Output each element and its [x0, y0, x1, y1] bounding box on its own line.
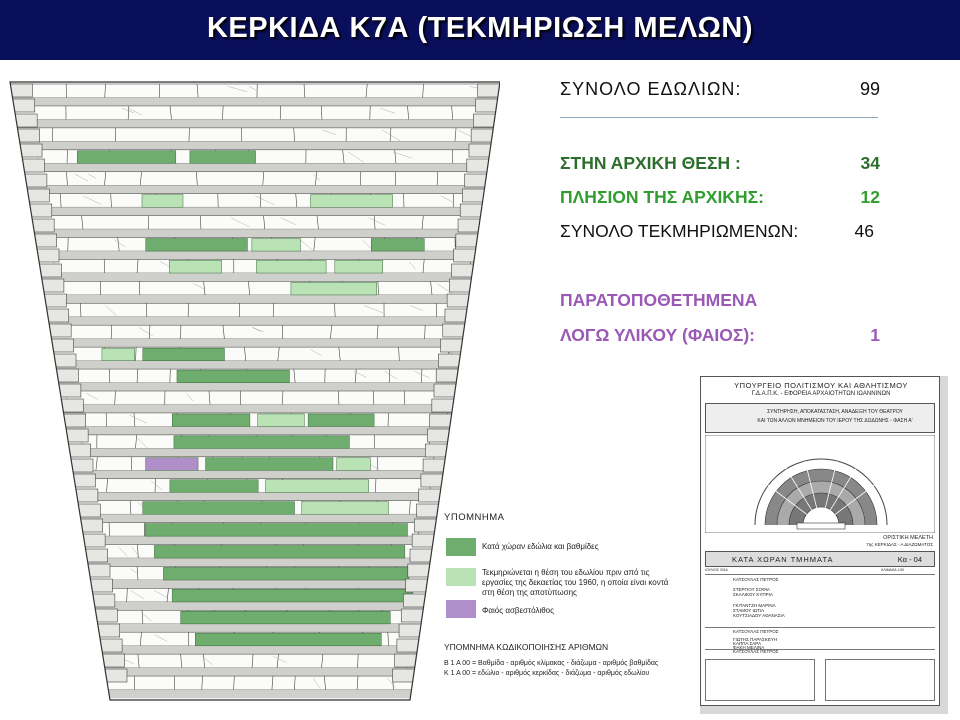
total-value: 99: [859, 79, 880, 99]
misplaced-row-2: [560, 325, 880, 349]
legend-heading: ΥΠΟΜΝΗΜΑ: [444, 512, 505, 523]
code-legend-heading: ΥΠΟΜΝΗΜΑ ΚΩΔΙΚΟΠΟΙΗΣΗΣ ΑΡΙΘΜΩΝ: [444, 642, 609, 652]
sheet-study: ΟΡΙΣΤΙΚΗ ΜΕΛΕΤΗ: [883, 535, 933, 541]
sheet-ministry: ΥΠΟΥΡΓΕΙΟ ΠΟΛΙΤΙΣΜΟΥ ΚΑΙ ΑΘΛΗΤΙΣΜΟΥ: [734, 381, 908, 390]
sheet-team-name-3b: ΣΤΑΜΟΥ ΙΩΤΙΑ: [733, 608, 765, 613]
code-legend-2: Κ 1 Α 00 = εδώλιο - αριθμός κερκίδας - διάζωμα - αριθμός εδωλίου: [444, 670, 650, 677]
total-label: ΣΥΝΟΛΟ ΕΔΩΛΙΩΝ:: [560, 79, 742, 99]
sheet-section: ΚΑΤΑ ΧΩΡΑΝ ΤΜΗΜΑΤΑ: [732, 555, 834, 564]
legend-near-original: Τεκμηριώνεται η θέση του εδωλίου πριν από τις εργασίες της δεκαετίας του 1960, η οποία είναι κοντά στη θέση της αποτύπωσης: [482, 568, 669, 597]
sheet-paper: [700, 376, 940, 706]
sheet-team-name-3c: ΚΟΥΤΣΙΑΔΟΥ ΑΘΑΝΑΣΙΑ: [733, 613, 785, 618]
misplaced-label-2: ΛΟΓΩ ΥΛΙΚΟΥ (ΦΑΙΟΣ):: [560, 325, 756, 345]
near-value: 12: [860, 187, 880, 207]
sheet-scale: ΚΛΙΜΑΚΑ 1:50: [881, 568, 905, 572]
stone-blocks: [10, 82, 500, 700]
sheet-team-name-2a: ΣΤΕΡΓΙΟΥ ΣΟΦΙΑ: [733, 587, 770, 592]
original-value: 34: [860, 153, 880, 173]
sheet-code: Κα - 04: [897, 555, 922, 564]
documented-value: 46: [854, 221, 874, 241]
swatch-in-situ: [446, 538, 476, 556]
near-row: [560, 187, 880, 211]
sheet-study-sub: 7ης ΚΕΡΚΙΔΑΣ - Α ΔΙΑΖΩΜΑΤΟΣ: [866, 542, 933, 547]
total-row: [560, 79, 880, 103]
documented-label: ΣΥΝΟΛΟ ΤΕΚΜΗΡΙΩΜΕΝΩΝ:: [560, 221, 799, 241]
code-legend-1: Β 1 Α 00 = Βαθμίδα - αριθμός κλίμακας - διάζωμα - αριθμός βαθμίδας: [444, 660, 659, 667]
sheet-project-2: ΚΑΙ ΤΩΝ ΑΛΛΩΝ ΜΝΗΜΕΙΩΝ ΤΟΥ ΙΕΡΟΥ ΤΗΣ ΔΩΔΩΝΗΣ - ΦΑΣΗ Α': [757, 418, 913, 424]
seating-drawing: [0, 70, 500, 720]
drawing-sheet: [700, 376, 948, 714]
sheet-team-name-2b: ΣΚΑΛΙΚΟΥ ΚΥΠΡΙΑ: [733, 592, 773, 597]
theatre-plan: [705, 435, 935, 533]
sheet-collab-1: ΓΙΩΤΗΣ ΠΑΡΑΣΚΕΥΗ: [733, 637, 778, 642]
sheet-team-name-3a: ΓΚΙΤΑΝΤΖΗ ΜΑΡΙΝΑ: [733, 603, 776, 608]
near-label: ΠΛΗΣΙΟΝ ΤΗΣ ΑΡΧΙΚΗΣ:: [560, 187, 764, 207]
sheet-section-bar: [705, 551, 935, 567]
divider: [560, 117, 878, 118]
sheet-collab-2: ΚΑΠΠΑ ΣΑΡΑ: [733, 641, 761, 646]
sheet-collab-4: ΚΑΤΣΟΥΛΑΣ ΠΕΤΡΟΣ: [733, 649, 779, 654]
original-label: ΣΤΗΝ ΑΡΧΙΚΗ ΘΕΣΗ :: [560, 153, 741, 173]
sheet-team-name-4: ΚΑΤΣΟΥΛΑΣ ΠΕΤΡΟΣ: [733, 629, 779, 634]
sheet-ephorate: Γ.Δ.Α.Π.Κ. - ΕΦΟΡΕΙΑ ΑΡΧΑΙΟΤΗΤΩΝ ΙΩΑΝΝΙΝΩΝ: [751, 391, 891, 397]
sheet-project-box: [705, 403, 935, 433]
sheet-team-name-1: ΚΑΤΣΟΥΛΑΣ ΠΕΤΡΟΣ: [733, 577, 779, 582]
misplaced-value: 1: [870, 325, 880, 345]
original-row: [560, 153, 880, 177]
sheet-date: ΙΟΥΛΙΟΣ 2016: [705, 568, 728, 572]
misplaced-label-1: ΠΑΡΑΤΟΠΟΘΕΤΗΜΕΝΑ: [560, 290, 758, 310]
misplaced-row-1: [560, 290, 880, 314]
sheet-project-1: ΣΥΝΤΗΡΗΣΗ, ΑΠΟΚΑΤΑΣΤΑΣΗ, ΑΝΑΔΕΙΞΗ ΤΟΥ ΘΕΑΤΡΟΥ: [767, 409, 903, 415]
legend-grey-limestone: Φαιός ασβεστόλιθος: [482, 606, 554, 615]
sheet-collab-block: [705, 635, 935, 654]
sheet-collab-3: ΦΑΚΗ ΜΕΛΙΝΑ: [733, 645, 765, 650]
sheet-team-block: [705, 574, 935, 628]
documented-row: [560, 221, 880, 245]
legend-in-situ: Κατά χώραν εδώλια και βαθμίδες: [482, 542, 599, 551]
sheet-stamp-box-left: [705, 659, 815, 701]
title-bar: [0, 0, 960, 60]
swatch-grey-limestone: [446, 600, 476, 618]
slide-title: ΚΕΡΚΙΔΑ Κ7Α (ΤΕΚΜΗΡΙΩΣΗ ΜΕΛΩΝ): [206, 12, 754, 44]
sheet-stamp-box-right: [825, 659, 935, 701]
swatch-near-original: [446, 568, 476, 586]
